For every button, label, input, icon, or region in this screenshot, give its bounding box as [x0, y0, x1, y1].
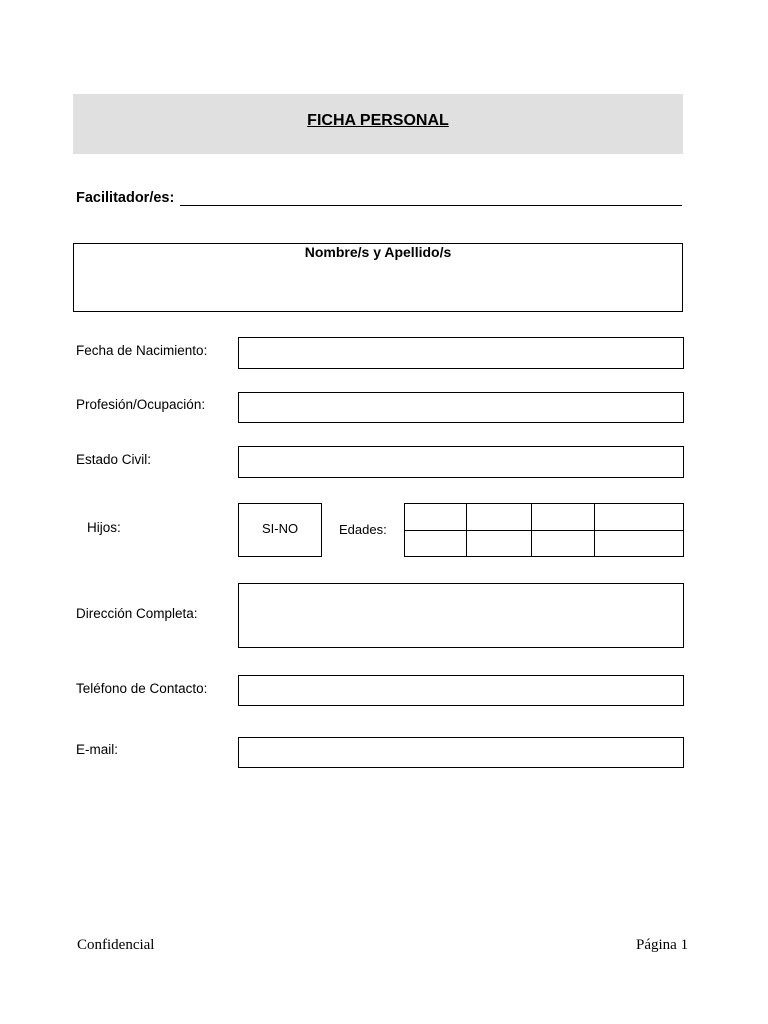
age-cell[interactable]	[531, 503, 595, 531]
age-cell[interactable]	[404, 530, 467, 557]
facilitador-label: Facilitador/es:	[76, 190, 175, 206]
marital-status-field[interactable]	[238, 446, 684, 478]
profession-field[interactable]	[238, 392, 684, 423]
email-label: E-mail:	[76, 742, 119, 757]
ages-label: Edades:	[339, 522, 387, 537]
age-cell[interactable]	[594, 530, 684, 557]
page-title: FICHA PERSONAL	[307, 112, 449, 129]
address-field[interactable]	[238, 583, 684, 648]
marital-status-label: Estado Civil:	[76, 452, 152, 467]
children-label: Hijos:	[87, 520, 121, 535]
birthdate-field[interactable]	[238, 337, 684, 369]
name-section-title: Nombre/s y Apellido/s	[304, 244, 452, 260]
footer-page-number: Página 1	[636, 937, 689, 953]
footer-confidential: Confidencial	[77, 937, 155, 953]
age-cell[interactable]	[594, 503, 684, 531]
phone-field[interactable]	[238, 675, 684, 706]
age-cell[interactable]	[404, 503, 467, 531]
age-cell[interactable]	[531, 530, 595, 557]
age-cell[interactable]	[466, 503, 532, 531]
birthdate-label: Fecha de Nacimiento:	[76, 343, 208, 358]
profession-label: Profesión/Ocupación:	[76, 397, 206, 412]
phone-label: Teléfono de Contacto:	[76, 681, 208, 696]
age-cell[interactable]	[466, 530, 532, 557]
email-field[interactable]	[238, 737, 684, 768]
children-si-no-label: SI-NO	[262, 521, 299, 536]
facilitador-line-field[interactable]	[180, 205, 682, 206]
address-label: Dirección Completa:	[76, 606, 198, 621]
